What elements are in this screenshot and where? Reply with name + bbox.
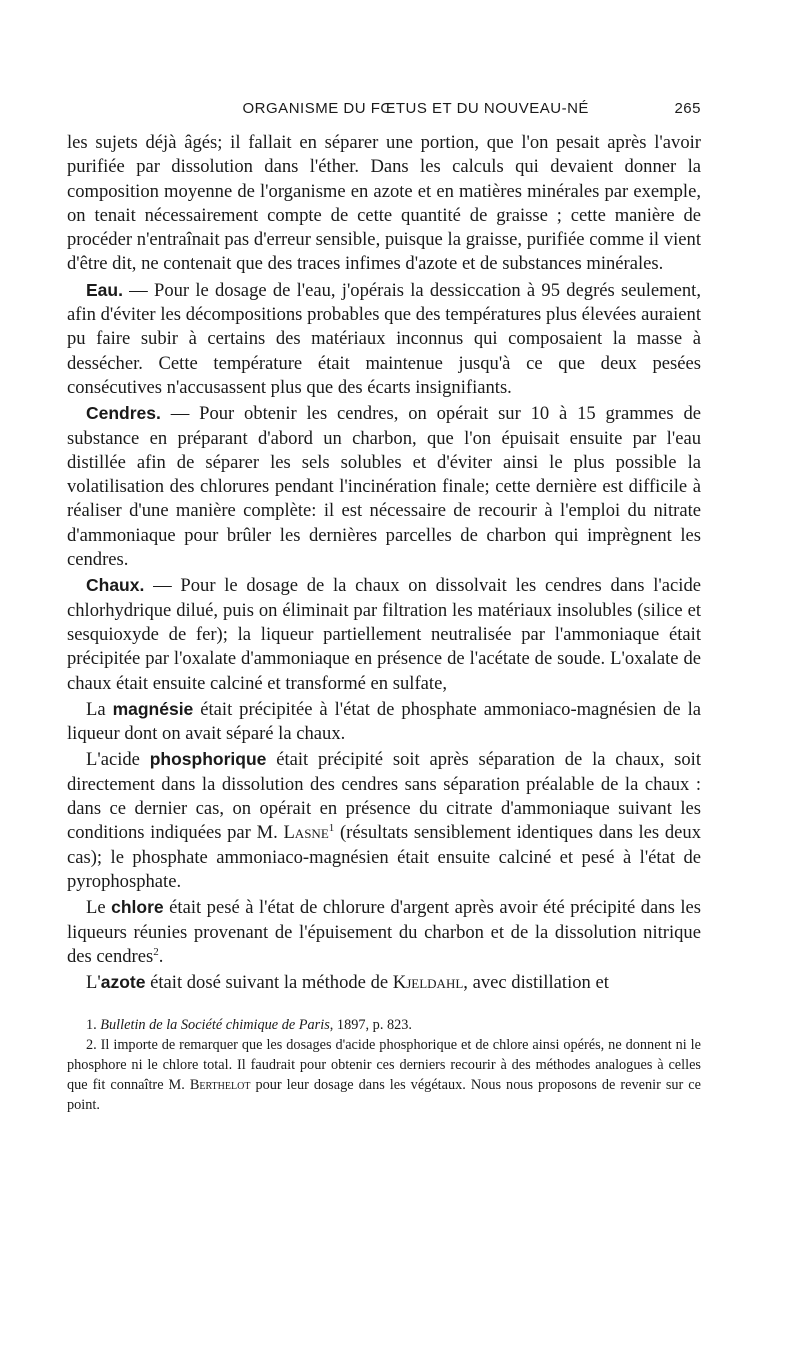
paragraph-azote [67,970,701,995]
paragraph-text: — Pour le dosage de la chaux on dissolvait les cendres dans l'acide chlorhydrique dilué, puis on éliminait par filtration les matériaux insolubles (silice et sesquioxyde de fer); la liqueur partiellement neutralisée par l'ammoniaque était précipitée par l'oxalate d'ammoniaque en présence de l'acétate de soude. L'oxalate de chaux était ensuite calciné et transformé en sulfate, [67,575,701,694]
paragraph-text: L'acide [86,749,150,771]
paragraph-continuation [67,131,701,277]
body-text [67,131,701,995]
paragraph-text: les sujets déjà âgés; il fallait en séparer une portion, que l'on pesait après l'avoir purifiée par dissolution dans l'éther. Dans les calculs qui devaient donner la composition moyenne de l'organisme en azote et en matières minérales par exemple, on tenait nécessairement compte de cette quantité de graisse ; cette manière de procéder n'entraînait pas d'erreur sensible, puisque la graisse, purifiée comme il vient d'être dit, ne contenait que des traces infimes d'azote et de substances minérales. [67,132,701,275]
paragraph-text: — Pour obtenir les cendres, on opérait sur 10 à 15 grammes de substance en préparant d'abord un charbon, que l'on épuisait ensuite par l'eau distillée afin de séparer les sels solubles et d'éviter ainsi le plus possible la volatilisation des chlorures pendant l'incinération finale; cette dernière est difficile à réaliser d'une manière complète: il est nécessaire de recourir à l'emploi du nitrate d'ammoniaque pour brûler les dernières parcelles de charbon qui imprègnent les cendres. [67,403,701,571]
running-title: ORGANISME DU FŒTUS ET DU NOUVEAU-NÉ [242,100,589,117]
paragraph-text: (résultats sensiblement identiques dans les deux cas); le phosphate ammoniaco-magnésien était ensuite calciné et pesé à l'état de pyrophosphate. [67,822,702,892]
section-lead-chaux: Chaux. [86,575,145,596]
footnotes [67,1015,701,1115]
section-lead-phosphorique: phosphorique [149,749,267,770]
paragraph-text: Le [86,897,112,919]
footnote-text: , 1897, p. 823. [329,1017,412,1034]
paragraph-text: L' [86,972,101,994]
paragraph-magnesie [67,697,701,747]
section-lead-eau: Eau. [86,279,123,300]
paragraph-text: était pesé à l'état de chlorure d'argent après avoir été précipité dans les liqueurs réunies provenant de l'épuisement du charbon et de la dissolution nitrique des cendres [67,897,701,967]
paragraph-text: , avec distillation et [463,972,609,994]
footnote-text: pour leur dosage dans les végétaux. Nous nous proposons de revenir sur ce point. [67,1077,701,1114]
footnote-text: Il importe de remarquer que les dosages d'acide phosphorique et de chlore ainsi opérés, ne donnent ni le phosphore ni le chlore total. Il faudrait pour obtenir ces derniers recourir à des méthodes analogues à celles que fit connaître M. [67,1037,701,1094]
paragraph-text: était précipitée à l'état de phosphate ammoniaco-magnésien de la liqueur dont on avait séparé la chaux. [67,698,701,745]
footnote-ref-1: 1 [328,822,335,835]
section-lead-cendres: Cendres. [86,403,161,424]
section-lead-chlore: chlore [111,897,164,918]
running-head [67,100,701,117]
footnote-number: 1. [86,1017,101,1034]
book-page [67,100,701,1115]
paragraph-text: était dosé suivant la méthode de [145,972,393,994]
page-number: 265 [674,100,701,117]
author-name-kjeldahl: Kjeldahl [392,972,464,994]
paragraph-phosphorique [67,747,701,894]
author-name-berthelot: Berthelot [189,1077,251,1094]
footnote-2 [67,1035,701,1115]
section-lead-azote: azote [100,972,146,993]
paragraph-chlore [67,895,701,969]
paragraph-cendres [67,401,701,572]
footnote-number: 2. [86,1037,101,1054]
footnote-1 [67,1015,701,1035]
paragraph-text: était précipité soit après séparation de la chaux, soit directement dans la dissolution des cendres sans séparation préalable de la chaux : dans ce dernier cas, on opérait en présence du citrate d'ammoniaque suivant les conditions indiquées par M. [67,749,702,844]
author-name-lasne: Lasne [283,822,329,844]
paragraph-text: — Pour le dosage de l'eau, j'opérais la dessiccation à 95 degrés seulement, afin d'éviter les décompositions probables que des températures plus élevées auraient pu faire subir à certains des matériaux inconnus qui composaient la masse à dessécher. Cette température était maintenue jusqu'à ce que deux pesées consécutives n'accusassent plus que des écarts insignifiants. [67,279,701,398]
paragraph-eau [67,278,701,400]
footnote-ref-2: 2 [153,945,159,958]
paragraph-chaux [67,573,701,695]
paragraph-text: La [86,698,113,720]
section-lead-magnesie: magnésie [112,698,194,719]
journal-title: Bulletin de la Société chimique de Paris [100,1017,330,1034]
paragraph-text: . [158,945,164,967]
